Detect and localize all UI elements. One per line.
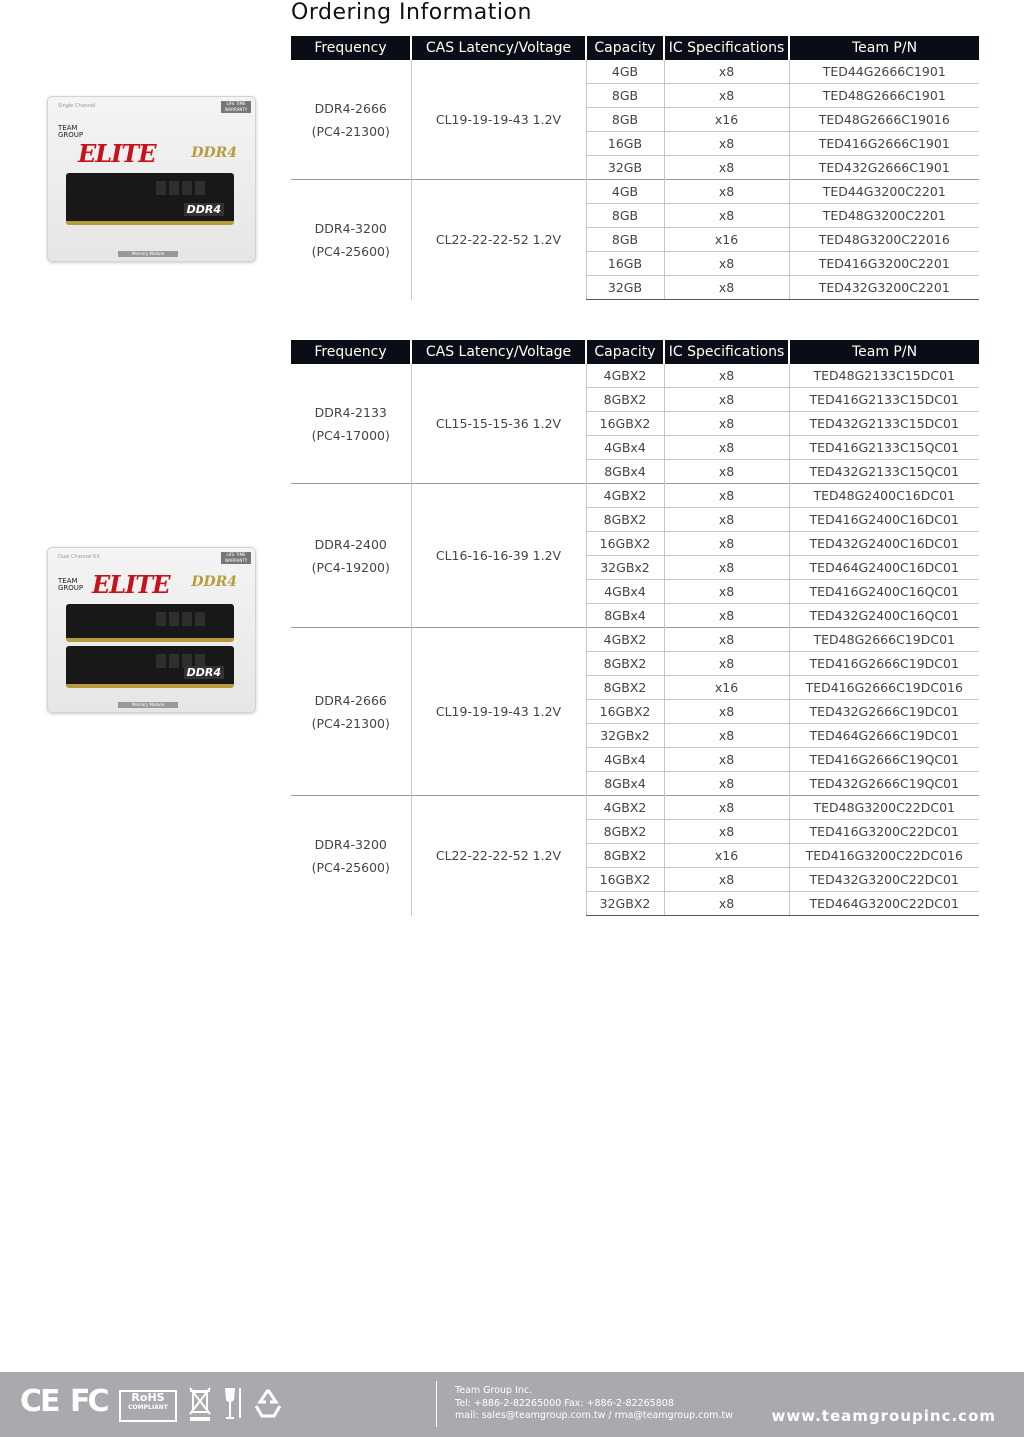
frequency-ddr: DDR4-3200 bbox=[314, 220, 387, 236]
frequency-ddr: DDR4-2666 bbox=[314, 100, 387, 116]
company-info bbox=[455, 1385, 733, 1423]
frequency-pc: (PC4-17000) bbox=[311, 427, 390, 443]
ic-spec-cell: x8 bbox=[664, 460, 789, 484]
memory-module bbox=[66, 173, 234, 225]
part-number-cell: TED432G2133C15QC01 bbox=[789, 460, 979, 484]
capacity-cell: 8GBX2 bbox=[586, 508, 664, 532]
ic-spec-cell: x8 bbox=[664, 796, 789, 820]
header-cas-latency-voltage: CAS Latency/Voltage bbox=[411, 36, 586, 60]
ic-spec-cell: x8 bbox=[664, 724, 789, 748]
ic-spec-cell: x8 bbox=[664, 484, 789, 508]
ic-spec-cell: x8 bbox=[664, 276, 789, 300]
ddr4-logo: DDR4 bbox=[191, 145, 237, 161]
package-strip: Memory Module bbox=[118, 251, 178, 257]
capacity-cell: 16GB bbox=[586, 252, 664, 276]
ordering-table-kit bbox=[291, 340, 979, 916]
capacity-cell: 4GB bbox=[586, 60, 664, 84]
part-number-cell: TED416G2400C16QC01 bbox=[789, 580, 979, 604]
frequency-ddr: DDR4-2400 bbox=[314, 536, 387, 552]
ic-spec-cell: x8 bbox=[664, 364, 789, 388]
cas-latency-cell: CL22-22-22-52 1.2V bbox=[411, 796, 586, 916]
memory-module-2 bbox=[66, 646, 234, 688]
capacity-cell: 16GBX2 bbox=[586, 868, 664, 892]
capacity-cell: 32GB bbox=[586, 156, 664, 180]
ic-spec-cell: x16 bbox=[664, 676, 789, 700]
frequency-pc: (PC4-25600) bbox=[311, 243, 390, 259]
ic-spec-cell: x8 bbox=[664, 556, 789, 580]
capacity-cell: 16GBX2 bbox=[586, 412, 664, 436]
capacity-cell: 32GBx2 bbox=[586, 556, 664, 580]
part-number-cell: TED48G2133C15DC01 bbox=[789, 364, 979, 388]
capacity-cell: 16GB bbox=[586, 132, 664, 156]
frequency-ddr: DDR4-3200 bbox=[314, 836, 387, 852]
page-title: Ordering Information bbox=[291, 0, 532, 25]
header-capacity: Capacity bbox=[586, 340, 664, 364]
package-strip: Memory Module bbox=[118, 702, 178, 708]
footer-bar bbox=[0, 1372, 1024, 1437]
part-number-cell: TED416G2666C19DC016 bbox=[789, 676, 979, 700]
header-frequency: Frequency bbox=[291, 36, 411, 60]
capacity-cell: 32GBx2 bbox=[586, 724, 664, 748]
part-number-cell: TED432G2666C1901 bbox=[789, 156, 979, 180]
frequency-cell bbox=[291, 180, 411, 300]
capacity-cell: 8GBX2 bbox=[586, 652, 664, 676]
part-number-cell: TED48G2666C19DC01 bbox=[789, 628, 979, 652]
company-name: Team Group Inc. bbox=[455, 1385, 533, 1396]
frequency-cell bbox=[291, 628, 411, 796]
frequency-ddr: DDR4-2133 bbox=[314, 404, 387, 420]
part-number-cell: TED464G2400C16DC01 bbox=[789, 556, 979, 580]
capacity-cell: 8GBX2 bbox=[586, 820, 664, 844]
part-number-cell: TED432G3200C2201 bbox=[789, 276, 979, 300]
ic-spec-cell: x8 bbox=[664, 84, 789, 108]
cas-latency-cell: CL19-19-19-43 1.2V bbox=[411, 60, 586, 180]
rohs-badge bbox=[119, 1390, 177, 1422]
elite-logo: ELITE bbox=[92, 570, 170, 599]
part-number-cell: TED48G3200C22016 bbox=[789, 228, 979, 252]
capacity-cell: 4GBX2 bbox=[586, 364, 664, 388]
frequency-ddr: DDR4-2666 bbox=[314, 692, 387, 708]
part-number-cell: TED432G3200C22DC01 bbox=[789, 868, 979, 892]
part-number-cell: TED416G3200C2201 bbox=[789, 252, 979, 276]
capacity-cell: 8GB bbox=[586, 204, 664, 228]
ic-spec-cell: x8 bbox=[664, 132, 789, 156]
memory-chips bbox=[156, 612, 206, 626]
ic-spec-cell: x8 bbox=[664, 252, 789, 276]
ic-spec-cell: x8 bbox=[664, 532, 789, 556]
part-number-cell: TED48G3200C22DC01 bbox=[789, 796, 979, 820]
capacity-cell: 16GBX2 bbox=[586, 700, 664, 724]
cas-latency-cell: CL22-22-22-52 1.2V bbox=[411, 180, 586, 300]
product-image-single-channel bbox=[47, 96, 256, 262]
ic-spec-cell: x8 bbox=[664, 700, 789, 724]
part-number-cell: TED432G2666C19DC01 bbox=[789, 700, 979, 724]
capacity-cell: 4GBx4 bbox=[586, 748, 664, 772]
elite-logo: ELITE bbox=[78, 139, 156, 168]
header-capacity: Capacity bbox=[586, 36, 664, 60]
frequency-pc: (PC4-19200) bbox=[311, 559, 390, 575]
capacity-cell: 4GBX2 bbox=[586, 796, 664, 820]
ic-spec-cell: x8 bbox=[664, 604, 789, 628]
fc-mark: FC bbox=[70, 1384, 107, 1419]
ic-spec-cell: x16 bbox=[664, 228, 789, 252]
table-row bbox=[291, 180, 979, 204]
cas-latency-cell: CL19-19-19-43 1.2V bbox=[411, 628, 586, 796]
ic-spec-cell: x8 bbox=[664, 868, 789, 892]
capacity-cell: 8GBx4 bbox=[586, 772, 664, 796]
company-tel-fax: Tel: +886-2-82265000 Fax: +886-2-82265808 bbox=[455, 1397, 674, 1409]
frequency-cell bbox=[291, 364, 411, 484]
ic-spec-cell: x8 bbox=[664, 388, 789, 412]
ic-spec-cell: x8 bbox=[664, 156, 789, 180]
capacity-cell: 4GB bbox=[586, 180, 664, 204]
frequency-cell bbox=[291, 484, 411, 628]
header-team-pn: Team P/N bbox=[789, 36, 979, 60]
capacity-cell: 8GBx4 bbox=[586, 460, 664, 484]
ic-spec-cell: x8 bbox=[664, 180, 789, 204]
header-team-pn: Team P/N bbox=[789, 340, 979, 364]
ic-spec-cell: x8 bbox=[664, 820, 789, 844]
frequency-pc: (PC4-21300) bbox=[311, 123, 390, 139]
table-row bbox=[291, 796, 979, 820]
header-ic-specifications: IC Specifications bbox=[664, 36, 789, 60]
capacity-cell: 32GBX2 bbox=[586, 892, 664, 916]
header-cas-latency-voltage: CAS Latency/Voltage bbox=[411, 340, 586, 364]
module-ddr4-label: DDR4 bbox=[184, 203, 224, 216]
ic-spec-cell: x16 bbox=[664, 108, 789, 132]
frequency-cell bbox=[291, 60, 411, 180]
frequency-cell bbox=[291, 796, 411, 916]
ic-spec-cell: x8 bbox=[664, 892, 789, 916]
capacity-cell: 16GBX2 bbox=[586, 532, 664, 556]
part-number-cell: TED416G3200C22DC016 bbox=[789, 844, 979, 868]
capacity-cell: 8GBx4 bbox=[586, 604, 664, 628]
part-number-cell: TED432G2400C16QC01 bbox=[789, 604, 979, 628]
ic-spec-cell: x16 bbox=[664, 844, 789, 868]
weee-bin-icon bbox=[188, 1386, 212, 1422]
package-tag: Dual Channel Kit bbox=[58, 554, 100, 560]
module-ddr4-label: DDR4 bbox=[184, 666, 224, 679]
part-number-cell: TED464G3200C22DC01 bbox=[789, 892, 979, 916]
table-row bbox=[291, 628, 979, 652]
cas-latency-cell: CL15-15-15-36 1.2V bbox=[411, 364, 586, 484]
cas-latency-cell: CL16-16-16-39 1.2V bbox=[411, 484, 586, 628]
table-row bbox=[291, 484, 979, 508]
capacity-cell: 4GBx4 bbox=[586, 580, 664, 604]
capacity-cell: 8GBX2 bbox=[586, 388, 664, 412]
part-number-cell: TED432G2400C16DC01 bbox=[789, 532, 979, 556]
part-number-cell: TED48G2400C16DC01 bbox=[789, 484, 979, 508]
ic-spec-cell: x8 bbox=[664, 772, 789, 796]
part-number-cell: TED432G2666C19QC01 bbox=[789, 772, 979, 796]
website-link[interactable]: www.teamgroupinc.com bbox=[771, 1407, 996, 1425]
footer-divider bbox=[436, 1381, 437, 1427]
part-number-cell: TED432G2133C15DC01 bbox=[789, 412, 979, 436]
warranty-badge: LIFE TIME WARRANTY bbox=[221, 552, 251, 564]
part-number-cell: TED416G2133C15DC01 bbox=[789, 388, 979, 412]
part-number-cell: TED464G2666C19DC01 bbox=[789, 724, 979, 748]
rohs-label: RoHS bbox=[131, 1391, 165, 1404]
memory-chips bbox=[156, 181, 206, 195]
capacity-cell: 8GB bbox=[586, 108, 664, 132]
product-image-dual-channel bbox=[47, 547, 256, 713]
rohs-compliant-label: COMPLIANT bbox=[128, 1404, 168, 1411]
ic-spec-cell: x8 bbox=[664, 508, 789, 532]
part-number-cell: TED416G2666C19DC01 bbox=[789, 652, 979, 676]
capacity-cell: 8GB bbox=[586, 84, 664, 108]
part-number-cell: TED416G2400C16DC01 bbox=[789, 508, 979, 532]
capacity-cell: 4GBX2 bbox=[586, 628, 664, 652]
part-number-cell: TED416G2666C1901 bbox=[789, 132, 979, 156]
part-number-cell: TED416G2133C15QC01 bbox=[789, 436, 979, 460]
capacity-cell: 4GBx4 bbox=[586, 436, 664, 460]
frequency-pc: (PC4-25600) bbox=[311, 859, 390, 875]
warranty-badge: LIFE TIME WARRANTY bbox=[221, 101, 251, 113]
recycle-icon bbox=[252, 1388, 284, 1418]
ic-spec-cell: x8 bbox=[664, 204, 789, 228]
capacity-cell: 4GBX2 bbox=[586, 484, 664, 508]
part-number-cell: TED416G3200C22DC01 bbox=[789, 820, 979, 844]
part-number-cell: TED44G2666C1901 bbox=[789, 60, 979, 84]
glass-fork-icon bbox=[222, 1386, 246, 1422]
part-number-cell: TED48G2666C19016 bbox=[789, 108, 979, 132]
ic-spec-cell: x8 bbox=[664, 580, 789, 604]
ic-spec-cell: x8 bbox=[664, 652, 789, 676]
team-group-logo: TEAM GROUP bbox=[58, 577, 84, 592]
ic-spec-cell: x8 bbox=[664, 748, 789, 772]
ic-spec-cell: x8 bbox=[664, 436, 789, 460]
ic-spec-cell: x8 bbox=[664, 412, 789, 436]
ce-mark: CE bbox=[20, 1384, 59, 1419]
part-number-cell: TED416G2666C19QC01 bbox=[789, 748, 979, 772]
team-group-logo: TEAM GROUP bbox=[58, 124, 84, 139]
header-ic-specifications: IC Specifications bbox=[664, 340, 789, 364]
capacity-cell: 8GB bbox=[586, 228, 664, 252]
frequency-pc: (PC4-21300) bbox=[311, 715, 390, 731]
company-mail: mail: sales@teamgroup.com.tw / rma@teamgroup.com.tw bbox=[455, 1410, 733, 1421]
table-row bbox=[291, 60, 979, 84]
ic-spec-cell: x8 bbox=[664, 628, 789, 652]
table-row bbox=[291, 364, 979, 388]
part-number-cell: TED48G3200C2201 bbox=[789, 204, 979, 228]
ic-spec-cell: x8 bbox=[664, 60, 789, 84]
memory-module-1 bbox=[66, 604, 234, 642]
ddr4-logo: DDR4 bbox=[191, 574, 237, 590]
capacity-cell: 32GB bbox=[586, 276, 664, 300]
part-number-cell: TED44G3200C2201 bbox=[789, 180, 979, 204]
package-tag: Single Channel bbox=[58, 103, 96, 109]
capacity-cell: 8GBX2 bbox=[586, 676, 664, 700]
ordering-table-single bbox=[291, 36, 979, 300]
capacity-cell: 8GBX2 bbox=[586, 844, 664, 868]
part-number-cell: TED48G2666C1901 bbox=[789, 84, 979, 108]
header-frequency: Frequency bbox=[291, 340, 411, 364]
